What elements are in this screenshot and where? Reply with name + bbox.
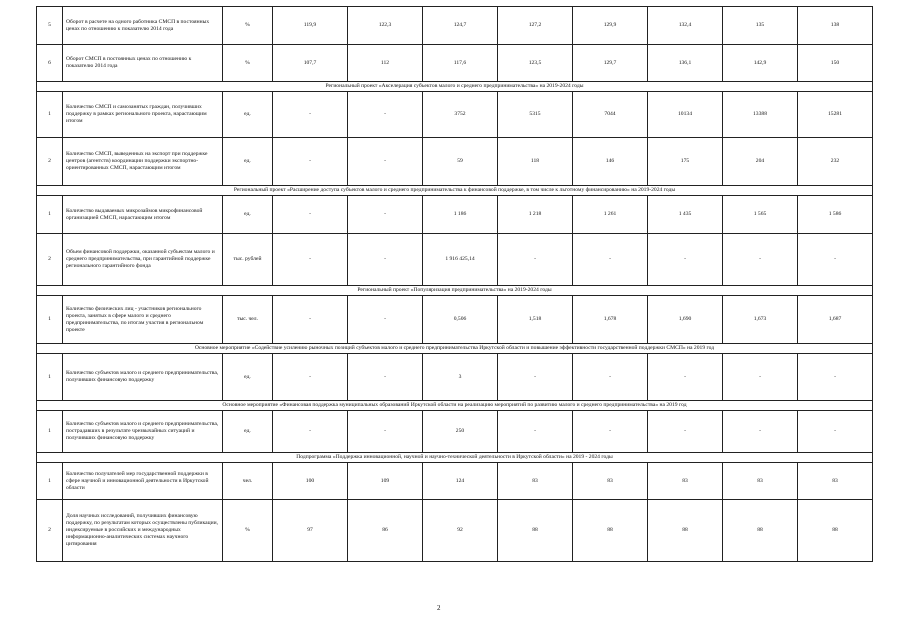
value-cell: - — [348, 196, 423, 234]
unit-cell: ед. — [223, 92, 273, 138]
section-header-row — [37, 82, 873, 92]
value-cell: 88 — [798, 500, 873, 562]
value-cell: 1,690 — [648, 296, 723, 344]
value-cell: 1,518 — [498, 296, 573, 344]
value-cell: 132,4 — [648, 7, 723, 45]
value-cell: 129,9 — [573, 7, 648, 45]
value-cell: - — [723, 354, 798, 401]
value-cell: - — [348, 138, 423, 186]
value-cell: 97 — [273, 500, 348, 562]
indicator-name: Количество СМСП и самозанятых граждан, получивших поддержку в рамках регионального проекта, нарастающим итогом — [63, 92, 223, 138]
value-cell: - — [498, 234, 573, 286]
indicator-name: Оборот СМСП в постоянных ценах по отношению к показателю 2014 года — [63, 45, 223, 82]
section-header-row — [37, 453, 873, 463]
value-cell: 88 — [573, 500, 648, 562]
value-cell: - — [348, 354, 423, 401]
value-cell: - — [348, 234, 423, 286]
value-cell: 3 — [423, 354, 498, 401]
indicator-name: Оборот в расчете на одного работника СМСП в постоянных ценах по отношению к показателю 2014 года — [63, 7, 223, 45]
section-title: Региональный проект «Расширение доступа субъектов малого и среднего предпринимательства к финансовой поддержке, в том числе к льготному финансированию» на 2019-2024 годы — [37, 186, 873, 196]
value-cell: 129,7 — [573, 45, 648, 82]
value-cell: 7044 — [573, 92, 648, 138]
value-cell: 135 — [723, 7, 798, 45]
value-cell: - — [573, 411, 648, 453]
unit-cell: ед. — [223, 196, 273, 234]
table-row — [37, 45, 873, 82]
value-cell: 124,7 — [423, 7, 498, 45]
row-number: 1 — [37, 296, 63, 344]
value-cell: - — [798, 234, 873, 286]
value-cell: - — [648, 411, 723, 453]
section-header-row — [37, 186, 873, 196]
value-cell: 204 — [723, 138, 798, 186]
value-cell: 1,678 — [573, 296, 648, 344]
table-row — [37, 234, 873, 286]
value-cell: 142,9 — [723, 45, 798, 82]
value-cell: - — [648, 354, 723, 401]
table-row — [37, 500, 873, 562]
value-cell: 122,3 — [348, 7, 423, 45]
value-cell: 83 — [498, 463, 573, 500]
value-cell: 136,1 — [648, 45, 723, 82]
value-cell: 250 — [423, 411, 498, 453]
value-cell: - — [573, 354, 648, 401]
value-cell: 92 — [423, 500, 498, 562]
row-number: 1 — [37, 463, 63, 500]
indicator-name: Количество выдаваемых микрозаймов микрофинансовой организацией СМСП, нарастающим итогом — [63, 196, 223, 234]
value-cell: 232 — [798, 138, 873, 186]
value-cell: 1,687 — [798, 296, 873, 344]
row-number: 1 — [37, 354, 63, 401]
value-cell: - — [348, 92, 423, 138]
table-row — [37, 354, 873, 401]
section-title: Подпрограмма «Поддержка инновационной, научной и научно-технической деятельности в Иркутской области» на 2019 - 2024 годы — [37, 453, 873, 463]
value-cell: - — [498, 354, 573, 401]
value-cell: 1 586 — [798, 196, 873, 234]
table-row — [37, 463, 873, 500]
value-cell: - — [273, 92, 348, 138]
value-cell: 83 — [573, 463, 648, 500]
unit-cell: ед. — [223, 411, 273, 453]
value-cell: - — [573, 234, 648, 286]
value-cell: 86 — [348, 500, 423, 562]
value-cell: - — [723, 234, 798, 286]
value-cell: - — [348, 296, 423, 344]
indicator-name: Объем финансовой поддержки, оказанной субъектам малого и среднего предпринимательства, при гарантийной поддержке регионального гарантийного фонда — [63, 234, 223, 286]
section-title: Региональный проект «Популяризация предпринимательства» на 2019-2024 годы — [37, 286, 873, 296]
value-cell: 127,2 — [498, 7, 573, 45]
section-title: Региональный проект «Акселерация субъектов малого и среднего предпринимательства» на 2019-2024 годы — [37, 82, 873, 92]
table-row — [37, 138, 873, 186]
unit-cell: ед. — [223, 138, 273, 186]
value-cell: 138 — [798, 7, 873, 45]
section-header-row — [37, 401, 873, 411]
value-cell: - — [273, 234, 348, 286]
value-cell: 1 435 — [648, 196, 723, 234]
value-cell: 1 186 — [423, 196, 498, 234]
unit-cell: тыс. рублей — [223, 234, 273, 286]
value-cell: 88 — [723, 500, 798, 562]
value-cell: - — [273, 354, 348, 401]
row-number: 5 — [37, 7, 63, 45]
value-cell: 100 — [273, 463, 348, 500]
value-cell: 1 218 — [498, 196, 573, 234]
value-cell: - — [798, 354, 873, 401]
value-cell: 15281 — [798, 92, 873, 138]
value-cell: - — [798, 411, 873, 453]
value-cell: 88 — [498, 500, 573, 562]
value-cell: 5315 — [498, 92, 573, 138]
value-cell: 3752 — [423, 92, 498, 138]
table-row — [37, 92, 873, 138]
value-cell: 13388 — [723, 92, 798, 138]
indicator-name: Количество получателей мер государственной поддержки в сфере научной и инновационной деятельности в Иркутской области — [63, 463, 223, 500]
row-number: 1 — [37, 92, 63, 138]
value-cell: 150 — [798, 45, 873, 82]
unit-cell: тыс. чел. — [223, 296, 273, 344]
value-cell: 112 — [348, 45, 423, 82]
section-title: Основное мероприятие «Финансовая поддержка муниципальных образований Иркутской области на реализацию мероприятий по развитию малого и среднего предпринимательства» на 2019 год — [37, 401, 873, 411]
unit-cell: % — [223, 45, 273, 82]
value-cell: - — [273, 296, 348, 344]
value-cell: 10134 — [648, 92, 723, 138]
value-cell: 146 — [573, 138, 648, 186]
value-cell: - — [498, 411, 573, 453]
page-number: 2 — [437, 604, 441, 612]
row-number: 1 — [37, 411, 63, 453]
section-header-row — [37, 286, 873, 296]
row-number: 2 — [37, 234, 63, 286]
unit-cell: чел. — [223, 463, 273, 500]
row-number: 6 — [37, 45, 63, 82]
value-cell: - — [348, 411, 423, 453]
value-cell: - — [648, 234, 723, 286]
value-cell: 119,9 — [273, 7, 348, 45]
unit-cell: % — [223, 500, 273, 562]
table-row — [37, 411, 873, 453]
value-cell: - — [273, 411, 348, 453]
value-cell: 83 — [648, 463, 723, 500]
value-cell: 118 — [498, 138, 573, 186]
unit-cell: % — [223, 7, 273, 45]
document-sheet — [36, 6, 872, 562]
value-cell: 117,6 — [423, 45, 498, 82]
table-row — [37, 196, 873, 234]
unit-cell: ед. — [223, 354, 273, 401]
value-cell: - — [273, 138, 348, 186]
value-cell: 109 — [348, 463, 423, 500]
value-cell: 123,5 — [498, 45, 573, 82]
section-title: Основное мероприятие «Содействие усилению рыночных позиций субъектов малого и среднего предпринимательства Иркутской области и повышение эффективности государственной поддержки СМСП» на 2019 год — [37, 344, 873, 354]
value-cell: - — [723, 411, 798, 453]
value-cell: 107,7 — [273, 45, 348, 82]
section-header-row — [37, 344, 873, 354]
value-cell: 175 — [648, 138, 723, 186]
value-cell: 59 — [423, 138, 498, 186]
indicator-name: Количество СМСП, выведенных на экспорт при поддержке центров (агентств) координации поддержки экспортно-ориентированных СМСП, нарастающим итогом — [63, 138, 223, 186]
value-cell: - — [273, 196, 348, 234]
table-row — [37, 7, 873, 45]
value-cell: 1 916 425,14 — [423, 234, 498, 286]
table-row — [37, 296, 873, 344]
row-number: 2 — [37, 500, 63, 562]
value-cell: 0,506 — [423, 296, 498, 344]
indicator-name: Количество субъектов малого и среднего предпринимательства, получивших финансовую поддержку — [63, 354, 223, 401]
value-cell: 88 — [648, 500, 723, 562]
value-cell: 1 565 — [723, 196, 798, 234]
value-cell: 83 — [798, 463, 873, 500]
indicator-name: Доля научных исследований, получивших финансовую поддержку, по результатам которых осуществлены публикации, индексируемые в российских и международных информационно-аналитических системах научного цитирования — [63, 500, 223, 562]
value-cell: 124 — [423, 463, 498, 500]
value-cell: 83 — [723, 463, 798, 500]
indicator-name: Количество физических лиц - участников регионального проекта, занятых в сфере малого и среднего предпринимательства, по итогам участия в региональном проекте — [63, 296, 223, 344]
row-number: 2 — [37, 138, 63, 186]
value-cell: 1 261 — [573, 196, 648, 234]
row-number: 1 — [37, 196, 63, 234]
value-cell: 1,673 — [723, 296, 798, 344]
indicator-name: Количество субъектов малого и среднего предпринимательства, пострадавших в результате чрезвычайных ситуаций и получивших финансовую поддержку — [63, 411, 223, 453]
indicators-table — [36, 6, 873, 562]
